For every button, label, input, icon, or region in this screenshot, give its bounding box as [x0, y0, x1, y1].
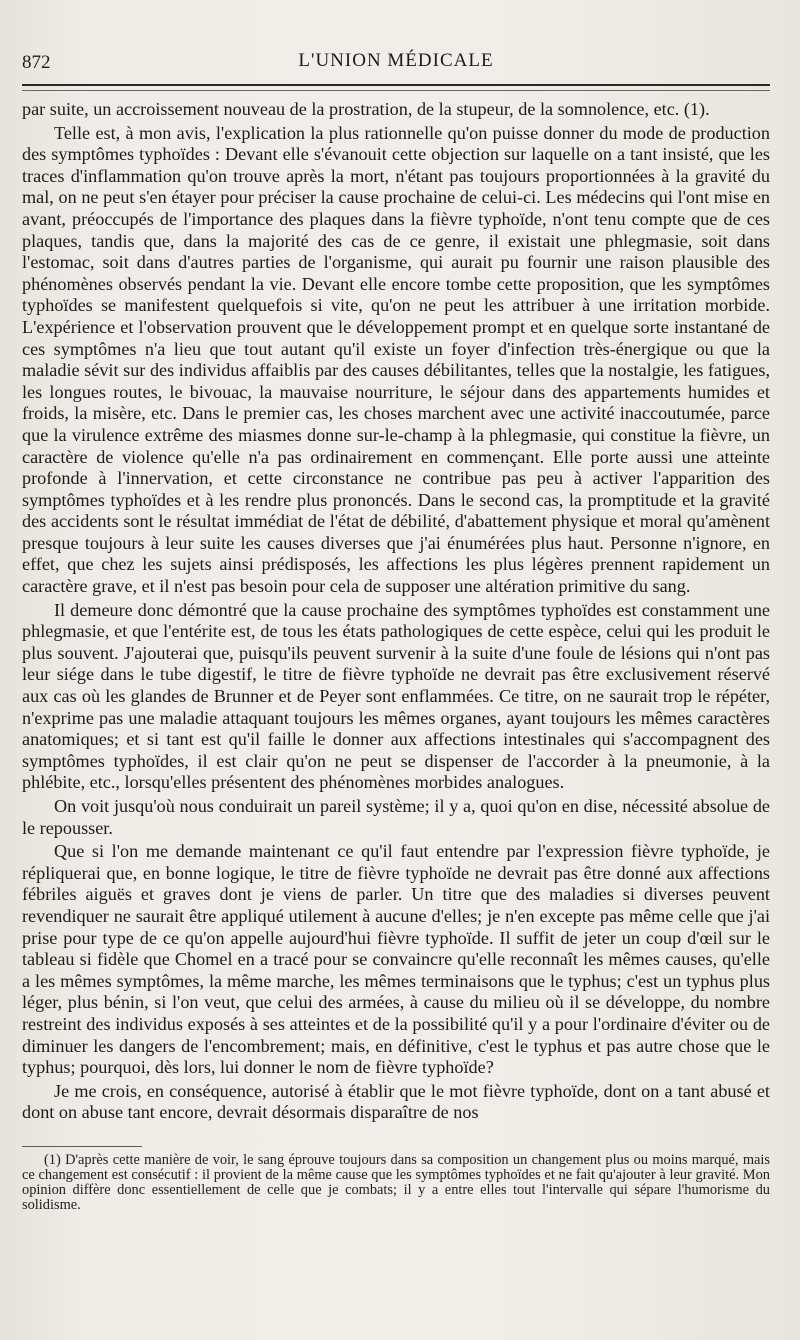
header-rule-thin [22, 90, 770, 91]
footnote-text: (1) D'après cette manière de voir, le sang éprouve toujours dans sa composition un changement plus ou moins marqué, mais ce changement est consécutif : il provient de la même cause que les symptômes typhoïdes et ne fait qu'ajouter à leur gravité. Mon opinion diffère donc essentiellement de celle que je combats; il y a entre elles tout l'intervalle qui sépare l'humorisme du solidisme. [22, 1151, 770, 1213]
paragraph: par suite, un accroissement nouveau de la prostration, de la stupeur, de la somnolence, etc. (1). [22, 99, 710, 119]
paragraph: Je me crois, en conséquence, autorisé à établir que le mot fièvre typhoïde, dont on a tant abusé et dont on abuse tant encore, devrait désormais disparaître de nos [22, 1080, 770, 1123]
footnote [22, 1153, 770, 1213]
main-text [22, 99, 770, 1124]
paragraph: On voit jusqu'où nous conduirait un pareil système; il y a, quoi qu'on en dise, nécessité absolue de le repousser. [22, 796, 770, 838]
paragraph: Telle est, à mon avis, l'explication la plus rationnelle qu'on puisse donner du mode de production des symptômes typhoïdes : Devant elle s'évanouit cette objection sur laquelle on a tant insisté, que les traces d'inflammation qu'on trouve après la mort, n'étant pas toujours proportionnées à la gravité du mal, on ne peut s'en étayer pour préciser la cause prochaine de celui-ci. Les médecins qui l'ont mise en avant, préoccupés de l'importance des plaques dans la fièvre typhoïde, n'ont tenu compte que de ces plaques, tandis que, dans la majorité des cas de ce genre, il existait une phlegmasie, soit dans l'estomac, soit dans d'autres parties de l'organisme, qui aurait pu fournir une raison plausible des phénomènes observés pendant la vie. Devant elle encore tombe cette proposition, que les symptômes typhoïdes se manifestent quelquefois si vite, qu'on ne peut les attribuer à une irritation morbide. L'expérience et l'observation prouvent que le développement prompt et en quelque sorte instantané de ces symptômes n'a lieu que tout autant qu'il existe un foyer d'infection très-énergique ou que la maladie sévit sur des individus affaiblis par des causes débilitantes, telles que la nostalgie, les fatigues, les longues routes, le bivouac, la mauvaise nourriture, le séjour dans des appartements humides et froids, la misère, etc. Dans le premier cas, les choses marchent avec une activité inaccoutumée, parce que la virulence extrême des miasmes donne sur-le-champ à la phlegmasie, qui constitue la fièvre, un caractère de violence qu'elle n'a pas ordinairement en commençant. Elle porte aussi une atteinte profonde à l'innervation, et cette circonstance ne contribue pas peu à activer l'apparition des symptômes typhoïdes et à les rendre plus prononcés. Dans le second cas, la promptitude et la gravité des accidents sont le résultat immédiat de l'état de débilité, d'abattement physique et moral qu'amènent presque toujours à leur suite les causes diverses que j'ai énumérées plus haut. Personne n'ignore, en effet, que chez les sujets ainsi prédisposés, les affections les plus légères prennent rapidement un caractère grave, et il n'est pas besoin pour cela de supposer une altération primitive du sang. [22, 122, 770, 597]
footnote-rule [22, 1146, 142, 1147]
paragraph: Il demeure donc démontré que la cause prochaine des symptômes typhoïdes est constamment une phlegmasie, et que l'entérite est, de tous les états pathologiques de cette espèce, celui qui les produit le plus souvent. J'ajouterai que, puisqu'ils peuvent survenir à la suite d'une foule de lésions qui n'ont pas leur siége dans le tube digestif, le titre de fièvre typhoïde ne devrait pas être exclusivement réservé aux cas où les glandes de Brunner et de Peyer sont enflammées. Ce titre, on ne saurait trop le répéter, n'exprime pas une maladie attaquant toujours les mêmes organes, ayant toujours les mêmes caractères anatomiques; et si tant est qu'il faille le donner aux affections intestinales qui s'accompagnent des symptômes typhoïdes, il est clair qu'on ne peut se dispenser de l'accorder à la pneumonie, à la phlébite, etc., lorsqu'elles présentent des phénomènes morbides analogues. [22, 599, 770, 793]
running-head: L'UNION MÉDICALE [298, 50, 494, 71]
paragraph: Que si l'on me demande maintenant ce qu'il faut entendre par l'expression fièvre typhoïde, je répliquerai que, en bonne logique, le titre de fièvre typhoïde ne devrait pas être donné aux affections fébriles aiguës et graves dont je viens de parler. Un titre que des maladies si diverses peuvent revendiquer ne saurait être appliqué utilement à aucune d'elles; je n'en excepte pas même celle que j'ai prise pour type de ce qu'on appelle aujourd'hui fièvre typhoïde. Il suffit de jeter un coup d'œil sur le tableau si fidèle que Chomel en a tracé pour se convaincre qu'elle reconnaît les mêmes causes, qu'elle a les mêmes symptômes, la même marche, les mêmes terminaisons que le typhus; c'est un typhus plus léger, plus bénin, si l'on veut, que celui des armées, à cause du milieu où il se développe, du nombre restreint des individus exposés à ses atteintes et de la possibilité qu'il y a pour l'ordinaire d'éviter ou de diminuer les dangers de l'encombrement; mais, en définitive, c'est le typhus et pas autre chose que le typhus; pourquoi, dès lors, lui donner le nom de fièvre typhoïde? [22, 841, 770, 1078]
header-rule [22, 84, 770, 86]
page-header [22, 44, 770, 74]
page-number: 872 [22, 52, 51, 73]
